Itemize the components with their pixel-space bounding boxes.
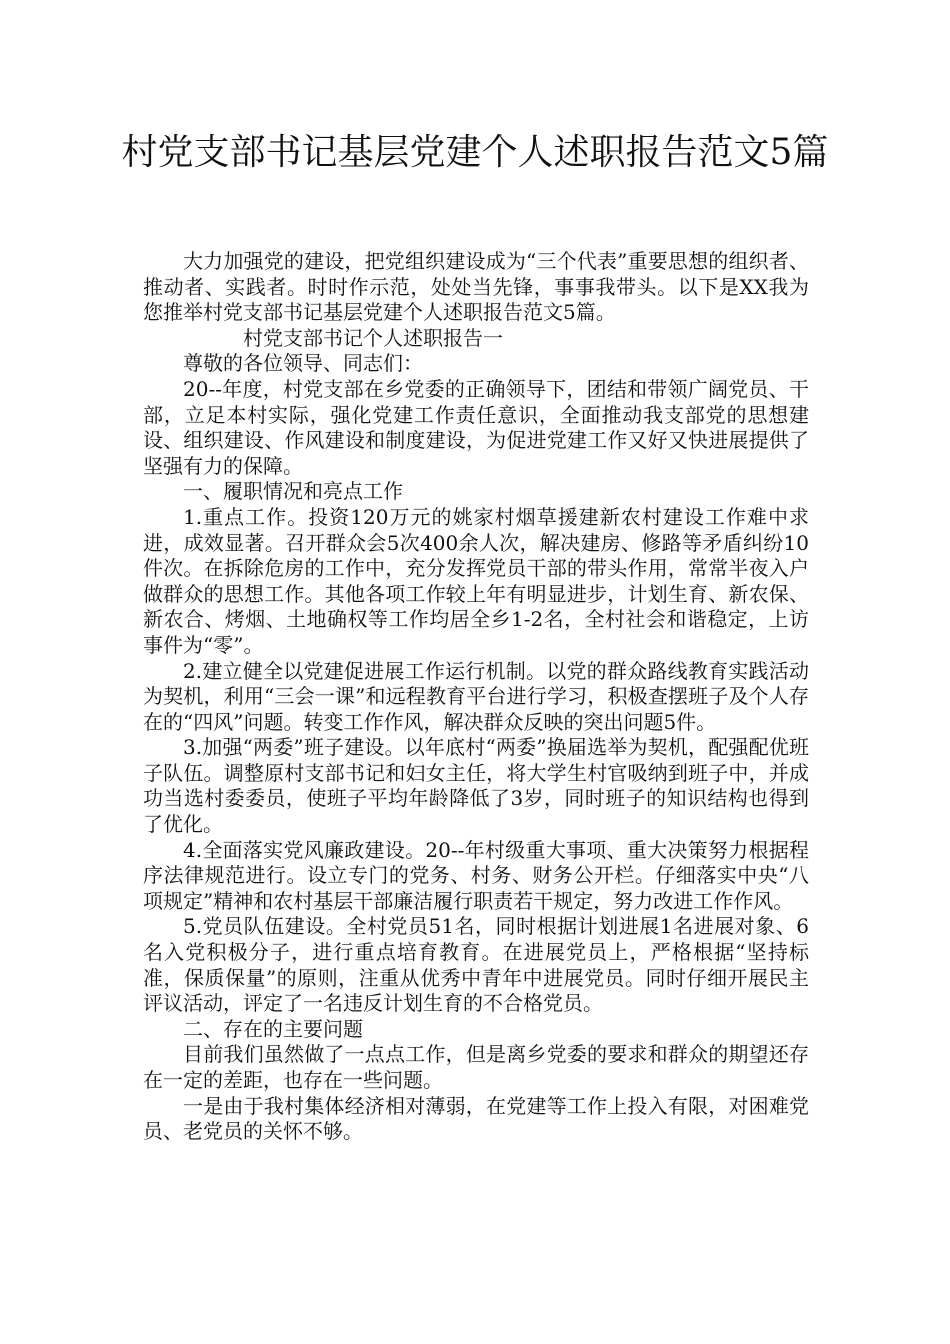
body-paragraph: 3.加强“两委”班子建设。以年底村“两委”换届选举为契机，配强配优班子队伍。调整原村支部书记和妇女主任，将大学生村官吸纳到班子中，并成功当选村委委员，使班子平均年龄降低了3岁，同时班子的知识结构也得到了优化。 bbox=[143, 735, 809, 837]
body-paragraph: 4.全面落实党风廉政建设。20--年村级重大事项、重大决策努力根据程序法律规范进行。设立专门的党务、村务、财务公开栏。仔细落实中央“八项规定”精神和农村基层干部廉洁履行职责若干规定，努力改进工作作风。 bbox=[143, 837, 809, 913]
body-paragraph: 目前我们虽然做了一点点工作，但是离乡党委的要求和群众的期望还存在一定的差距，也存在一些问题。 bbox=[143, 1042, 809, 1092]
body-paragraph: 1.重点工作。投资120万元的姚家村烟草援建新农村建设工作难中求进，成效显著。召开群众会5次400余人次，解决建房、修路等矛盾纠纷10件次。在拆除危房的工作中，充分发挥党员干部的带头作用，常常半夜入户做群众的思想工作。其他各项工作较上年有明显进步，计划生育、新农保、新农合、烤烟、土地确权等工作均居全乡1-2名，全村社会和谐稳定，上访事件为“零”。 bbox=[143, 504, 809, 657]
intro-paragraph: 大力加强党的建设，把党组织建设成为“三个代表”重要思想的组织者、推动者、实践者。时时作示范，处处当先锋，事事我带头。以下是XX我为您推举村党支部书记基层党建个人述职报告范文5篇。 bbox=[143, 249, 809, 325]
body-paragraph: 2.建立健全以党建促进展工作运行机制。以党的群众路线教育实践活动为契机，利用“三会一课”和远程教育平台进行学习，积极查摆班子及个人存在的“四风”问题。转变工作作风，解决群众反映的突出问题5件。 bbox=[143, 658, 809, 734]
document-title: 村党支部书记基层党建个人述职报告范文5篇 bbox=[121, 132, 829, 173]
salutation: 尊敬的各位领导、同志们： bbox=[183, 351, 423, 376]
body-paragraph: 5.党员队伍建设。全村党员51名，同时根据计划进展1名进展对象、6名入党积极分子，进行重点培育教育。在进展党员上，严格根据“坚持标准，保质保量”的原则，注重从优秀中青年中进展党员。同时仔细开展民主评议活动，评定了一名违反计划生育的不合格党员。 bbox=[143, 914, 809, 1016]
document-body bbox=[143, 249, 809, 1145]
report-subtitle: 村党支部书记个人述职报告一 bbox=[243, 325, 503, 350]
section-heading: 二、存在的主要问题 bbox=[183, 1016, 363, 1041]
section-heading: 一、履职情况和亮点工作 bbox=[183, 479, 403, 504]
body-paragraph: 一是由于我村集体经济相对薄弱，在党建等工作上投入有限，对困难党员、老党员的关怀不够。 bbox=[143, 1093, 809, 1144]
body-paragraph: 20--年度，村党支部在乡党委的正确领导下，团结和带领广阔党员、干部，立足本村实际，强化党建工作责任意识，全面推动我支部党的思想建设、组织建设、作风建设和制度建设，为促进党建工作又好又快进展提供了坚强有力的保障。 bbox=[143, 376, 809, 478]
